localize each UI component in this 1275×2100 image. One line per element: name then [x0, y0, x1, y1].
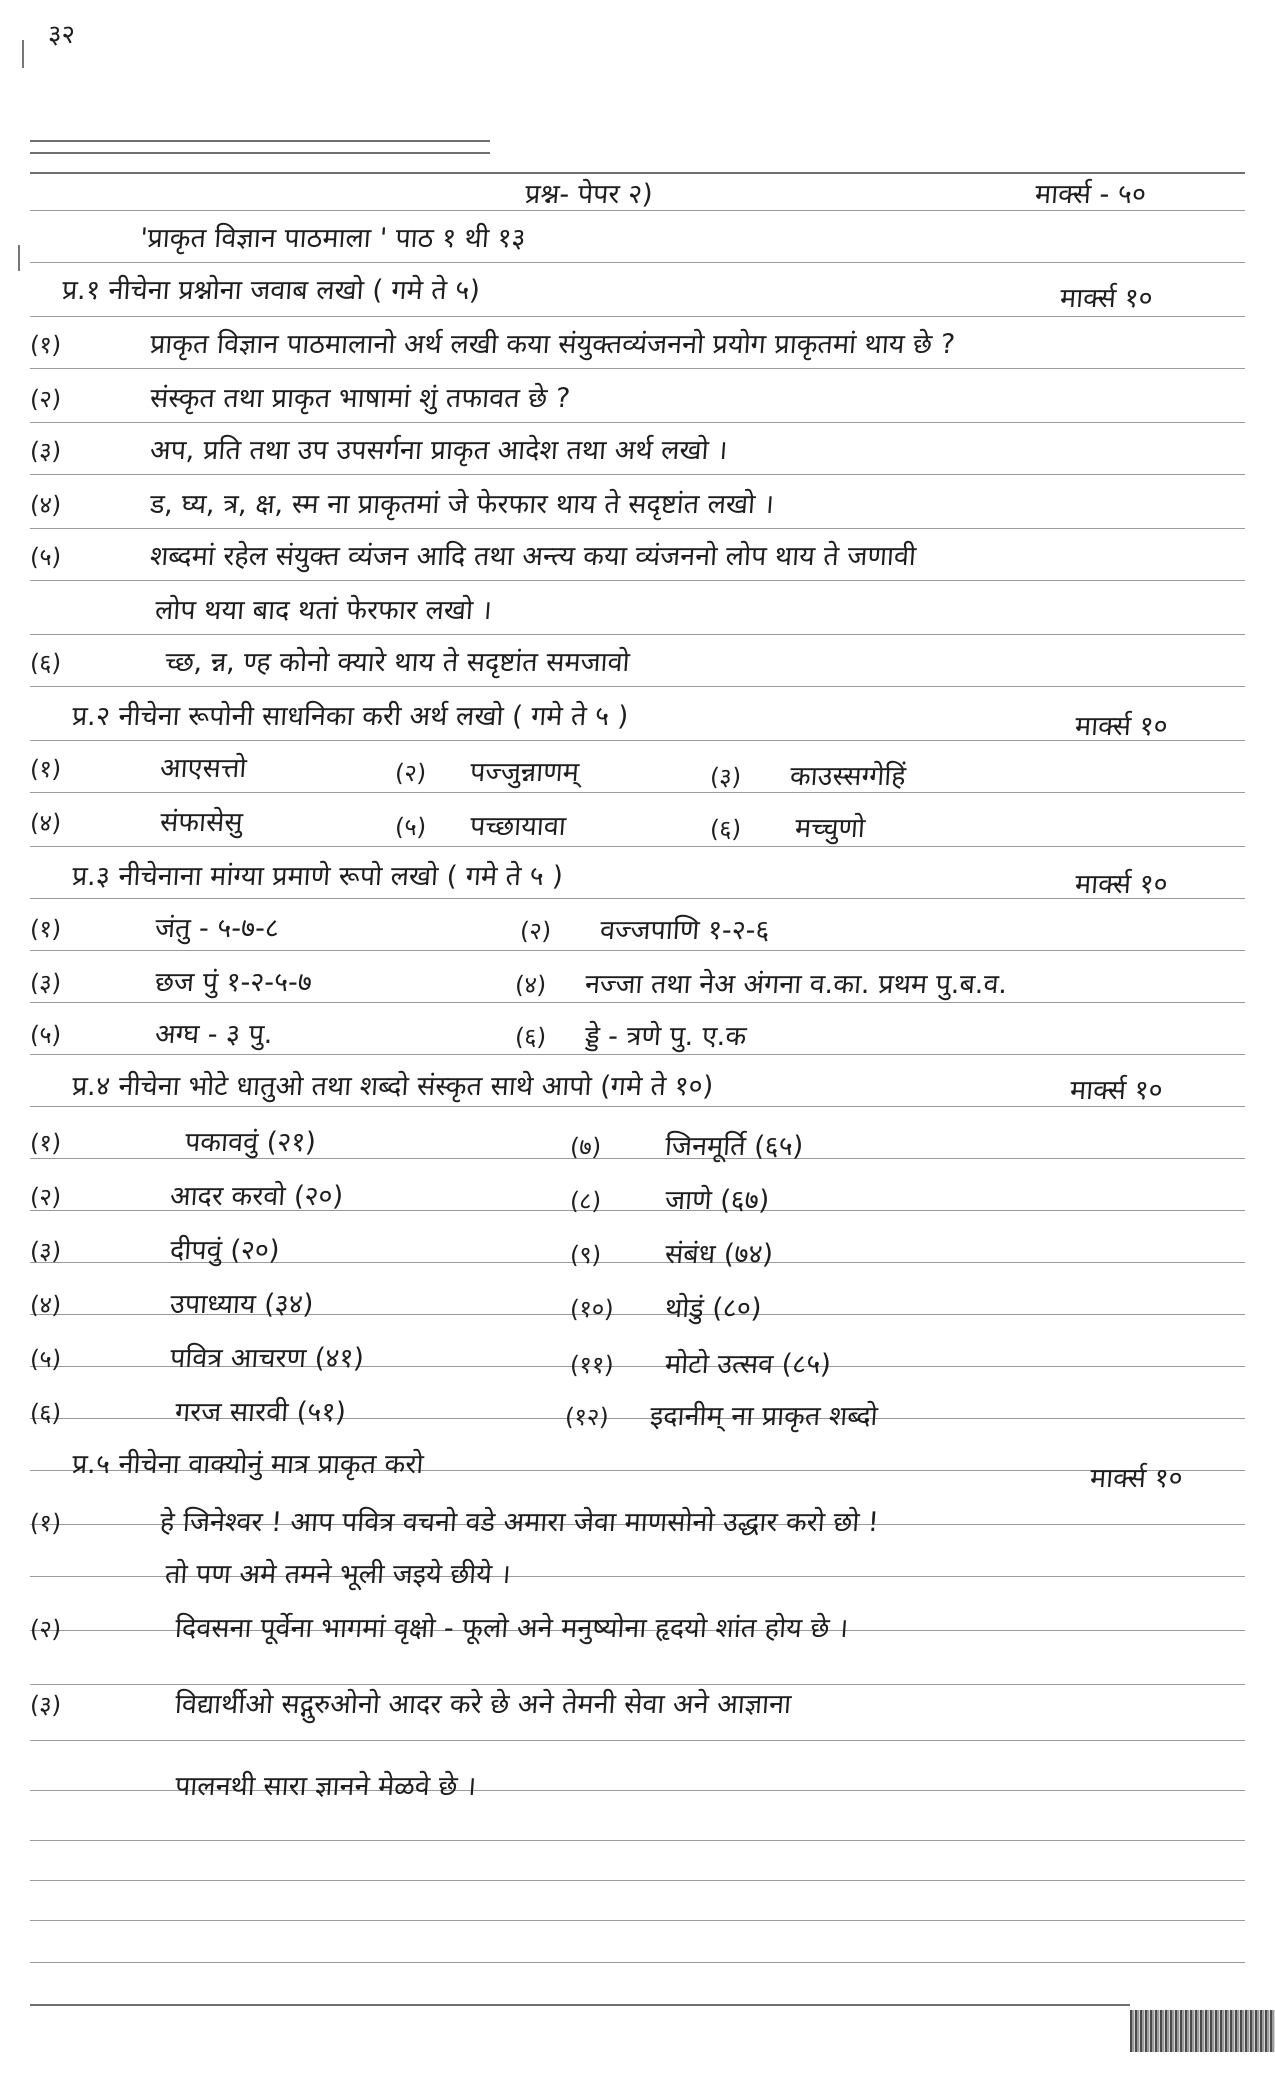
- q4-item-number: (४): [29, 1291, 63, 1319]
- q4-item-number: (९): [569, 1241, 603, 1269]
- ruled-line: [30, 580, 1245, 581]
- page-number: ३२: [48, 20, 76, 50]
- q2-marks: मार्क्स १०: [1073, 711, 1169, 742]
- q3-item-form: जंतु - ५-७-८: [153, 913, 281, 944]
- q1-heading: प्र.१ नीचेना प्रश्नोना जवाब लखो ( गमे ते ५): [60, 275, 481, 306]
- ruled-line: [30, 740, 1245, 741]
- q3-item-form: छज पुं १-२-५-७: [153, 967, 313, 998]
- q4-item-word: इदानीम् ना प्राकृत शब्दो: [648, 1401, 879, 1432]
- ruled-line: [30, 316, 1245, 317]
- q4-item-word: मोटो उत्सव (८५): [663, 1349, 832, 1380]
- q4-item-number: (११): [569, 1351, 615, 1379]
- q3-item-form: वज्जपाणि १-२-६: [598, 915, 771, 946]
- q3-item-number: (३): [29, 969, 63, 997]
- q4-item-number: (१): [29, 1129, 63, 1157]
- q5-heading: प्र.५ नीचेना वाक्योनुं मात्र प्राकृत करो: [70, 1449, 425, 1480]
- q3-heading: प्र.३ नीचेनाना मांग्या प्रमाणे रूपो लखो ( गमे ते ५ ): [70, 861, 564, 892]
- ruled-line: [30, 686, 1245, 687]
- q3-marks: मार्क्स १०: [1073, 869, 1169, 900]
- q1-item-number: (५): [29, 543, 63, 571]
- q4-item-number: (६): [29, 1399, 63, 1427]
- q4-item-number: (१२): [564, 1403, 610, 1431]
- q4-item-number: (७): [569, 1133, 603, 1161]
- paper-title: प्रश्न- पेपर २): [523, 179, 654, 210]
- q4-item-word: जाणे (६७): [663, 1185, 771, 1216]
- q4-item-number: (५): [29, 1345, 63, 1373]
- q5-item-text: तो पण अमे तमने भूली जइये छीये ।: [163, 1559, 512, 1590]
- q1-item-text: शब्दमां रहेल संयुक्त व्यंजन आदि तथा अन्त्य कया व्यंजननो लोप थाय ते जणावी: [148, 541, 918, 572]
- total-marks: मार्क्स - ५०: [1033, 179, 1148, 210]
- q5-marks: मार्क्स १०: [1088, 1463, 1184, 1494]
- q2-item-word: पज्जुन्नाणम्: [468, 757, 580, 788]
- q4-item-word: पकाववुं (२१): [183, 1127, 317, 1158]
- q3-item-number: (२): [519, 917, 553, 945]
- ruled-line: [30, 422, 1245, 423]
- q1-item-number: (६): [29, 649, 63, 677]
- q3-item-number: (५): [29, 1021, 63, 1049]
- q2-item-word: आएसत्तो: [158, 753, 248, 784]
- ruled-line: [30, 1840, 1245, 1841]
- ruled-line: [30, 846, 1245, 847]
- q3-item-form: नज्जा तथा नेअ अंगना व.का. प्रथम पु.ब.व.: [583, 969, 1009, 1000]
- ruled-line: [30, 528, 1245, 529]
- q2-item-number: (१): [29, 755, 63, 783]
- ruled-line: [30, 898, 1245, 899]
- ruled-line: [30, 368, 1245, 369]
- q2-item-word: काउस्सग्गेहिं: [788, 761, 907, 792]
- q3-item-number: (४): [514, 971, 548, 999]
- q2-heading: प्र.२ नीचेना रूपोनी साधनिका करी अर्थ लखो ( गमे ते ५ ): [70, 701, 630, 732]
- q2-item-number: (५): [394, 813, 428, 841]
- ruled-line: [30, 172, 1245, 174]
- q2-item-word: मच्चुणो: [793, 813, 867, 844]
- q1-item-text: ड, घ्य, त्र, क्ष, स्म ना प्राकृतमां जे फेरफार थाय ते सदृष्टांत लखो ।: [148, 489, 776, 520]
- ruled-line: [30, 140, 490, 142]
- ruled-line: [30, 1002, 1245, 1003]
- q5-item-text: विद्यार्थीओ सद्गुरुओनो आदर करे छे अने तेमनी सेवा अने आज्ञाना: [173, 1689, 793, 1720]
- q1-marks: मार्क्स १०: [1058, 283, 1154, 314]
- ruled-line: [30, 152, 490, 154]
- q5-item-text: दिवसना पूर्वेना भागमां वृक्षो - फूलो अने मनुष्योना हृदयो शांत होय छे ।: [173, 1613, 850, 1644]
- q4-item-word: पवित्र आचरण (४१): [168, 1343, 365, 1374]
- q4-item-word: गरज सारवी (५१): [173, 1397, 348, 1428]
- ruled-line: [30, 792, 1245, 793]
- q2-item-number: (३): [709, 763, 743, 791]
- q4-item-word: दीपवुं (२०): [168, 1235, 281, 1266]
- syllabus-line: 'प्राकृत विज्ञान पाठमाला ' पाठ १ थी १३: [138, 223, 527, 254]
- q4-item-word: जिनमूर्ति (६५): [663, 1131, 805, 1162]
- q4-item-number: (८): [569, 1187, 603, 1215]
- q1-item-text: प्राकृत विज्ञान पाठमालानो अर्थ लखी कया संयुक्तव्यंजननो प्रयोग प्राकृतमां थाय छे ?: [148, 329, 957, 360]
- q4-item-word: संबंध (७४): [663, 1239, 775, 1270]
- q1-item-number: (२): [29, 385, 63, 413]
- ruled-line: [30, 950, 1245, 951]
- q1-item-text: च्छ, न्न, ण्ह कोनो क्यारे थाय ते सदृष्टांत समजावो: [163, 647, 631, 678]
- q3-item-form: ड्डे - त्रणे पु. ए.क: [583, 1021, 748, 1052]
- q4-item-word: थोडुं (८०): [663, 1293, 763, 1324]
- q3-item-number: (६): [514, 1023, 548, 1051]
- q4-item-word: आदर करवो (२०): [168, 1181, 345, 1212]
- q5-item-number: (१): [29, 1509, 63, 1537]
- ruled-line: [30, 474, 1245, 475]
- ruled-line: [30, 1962, 1245, 1963]
- q4-item-number: (३): [29, 1237, 63, 1265]
- q4-heading: प्र.४ नीचेना भोटे धातुओ तथा शब्दो संस्कृत साथे आपो (गमे ते १०): [70, 1071, 715, 1102]
- q2-item-word: संफासेसु: [158, 807, 244, 838]
- ruled-line: [30, 634, 1245, 635]
- q5-item-text: पालनथी सारा ज्ञानने मेळवे छे ।: [173, 1771, 478, 1802]
- q3-item-form: अग्घ - ३ पु.: [153, 1019, 274, 1050]
- q1-item-number: (४): [29, 491, 63, 519]
- margin-tick: [22, 40, 24, 68]
- ruled-line: [30, 1880, 1245, 1881]
- q1-item-text: संस्कृत तथा प्राकृत भाषामां शुं तफावत छे ?: [148, 383, 572, 414]
- q4-item-word: उपाध्याय (३४): [168, 1289, 315, 1320]
- scan-smudge: [1130, 2010, 1275, 2052]
- q1-item-number: (१): [29, 331, 63, 359]
- q2-item-number: (२): [394, 759, 428, 787]
- ruled-line: [30, 2004, 1130, 2006]
- ruled-line: [30, 1684, 1245, 1685]
- q5-item-number: (२): [29, 1615, 63, 1643]
- ruled-line: [30, 1740, 1245, 1741]
- q2-item-word: पच्छायावा: [468, 811, 567, 842]
- q3-item-number: (१): [29, 915, 63, 943]
- ruled-line: [30, 1106, 1245, 1107]
- ruled-line: [30, 1054, 1245, 1055]
- q5-item-text: हे जिनेश्वर ! आप पवित्र वचनो वडे अमारा जेवा माणसोनो उद्धार करो छो !: [158, 1507, 880, 1538]
- q1-item-text: अप, प्रति तथा उप उपसर्गना प्राकृत आदेश तथा अर्थ लखो ।: [148, 435, 729, 466]
- q5-item-number: (३): [29, 1691, 63, 1719]
- q2-item-number: (४): [29, 809, 63, 837]
- q1-item-text: लोप थया बाद थतां फेरफार लखो ।: [153, 595, 493, 626]
- margin-tick: [18, 245, 20, 271]
- q4-item-number: (१०): [569, 1295, 615, 1323]
- q4-item-number: (२): [29, 1183, 63, 1211]
- q2-item-number: (६): [709, 815, 743, 843]
- ruled-line: [30, 262, 1245, 263]
- ruled-line: [30, 1920, 1245, 1921]
- q4-marks: मार्क्स १०: [1068, 1075, 1164, 1106]
- q1-item-number: (३): [29, 437, 63, 465]
